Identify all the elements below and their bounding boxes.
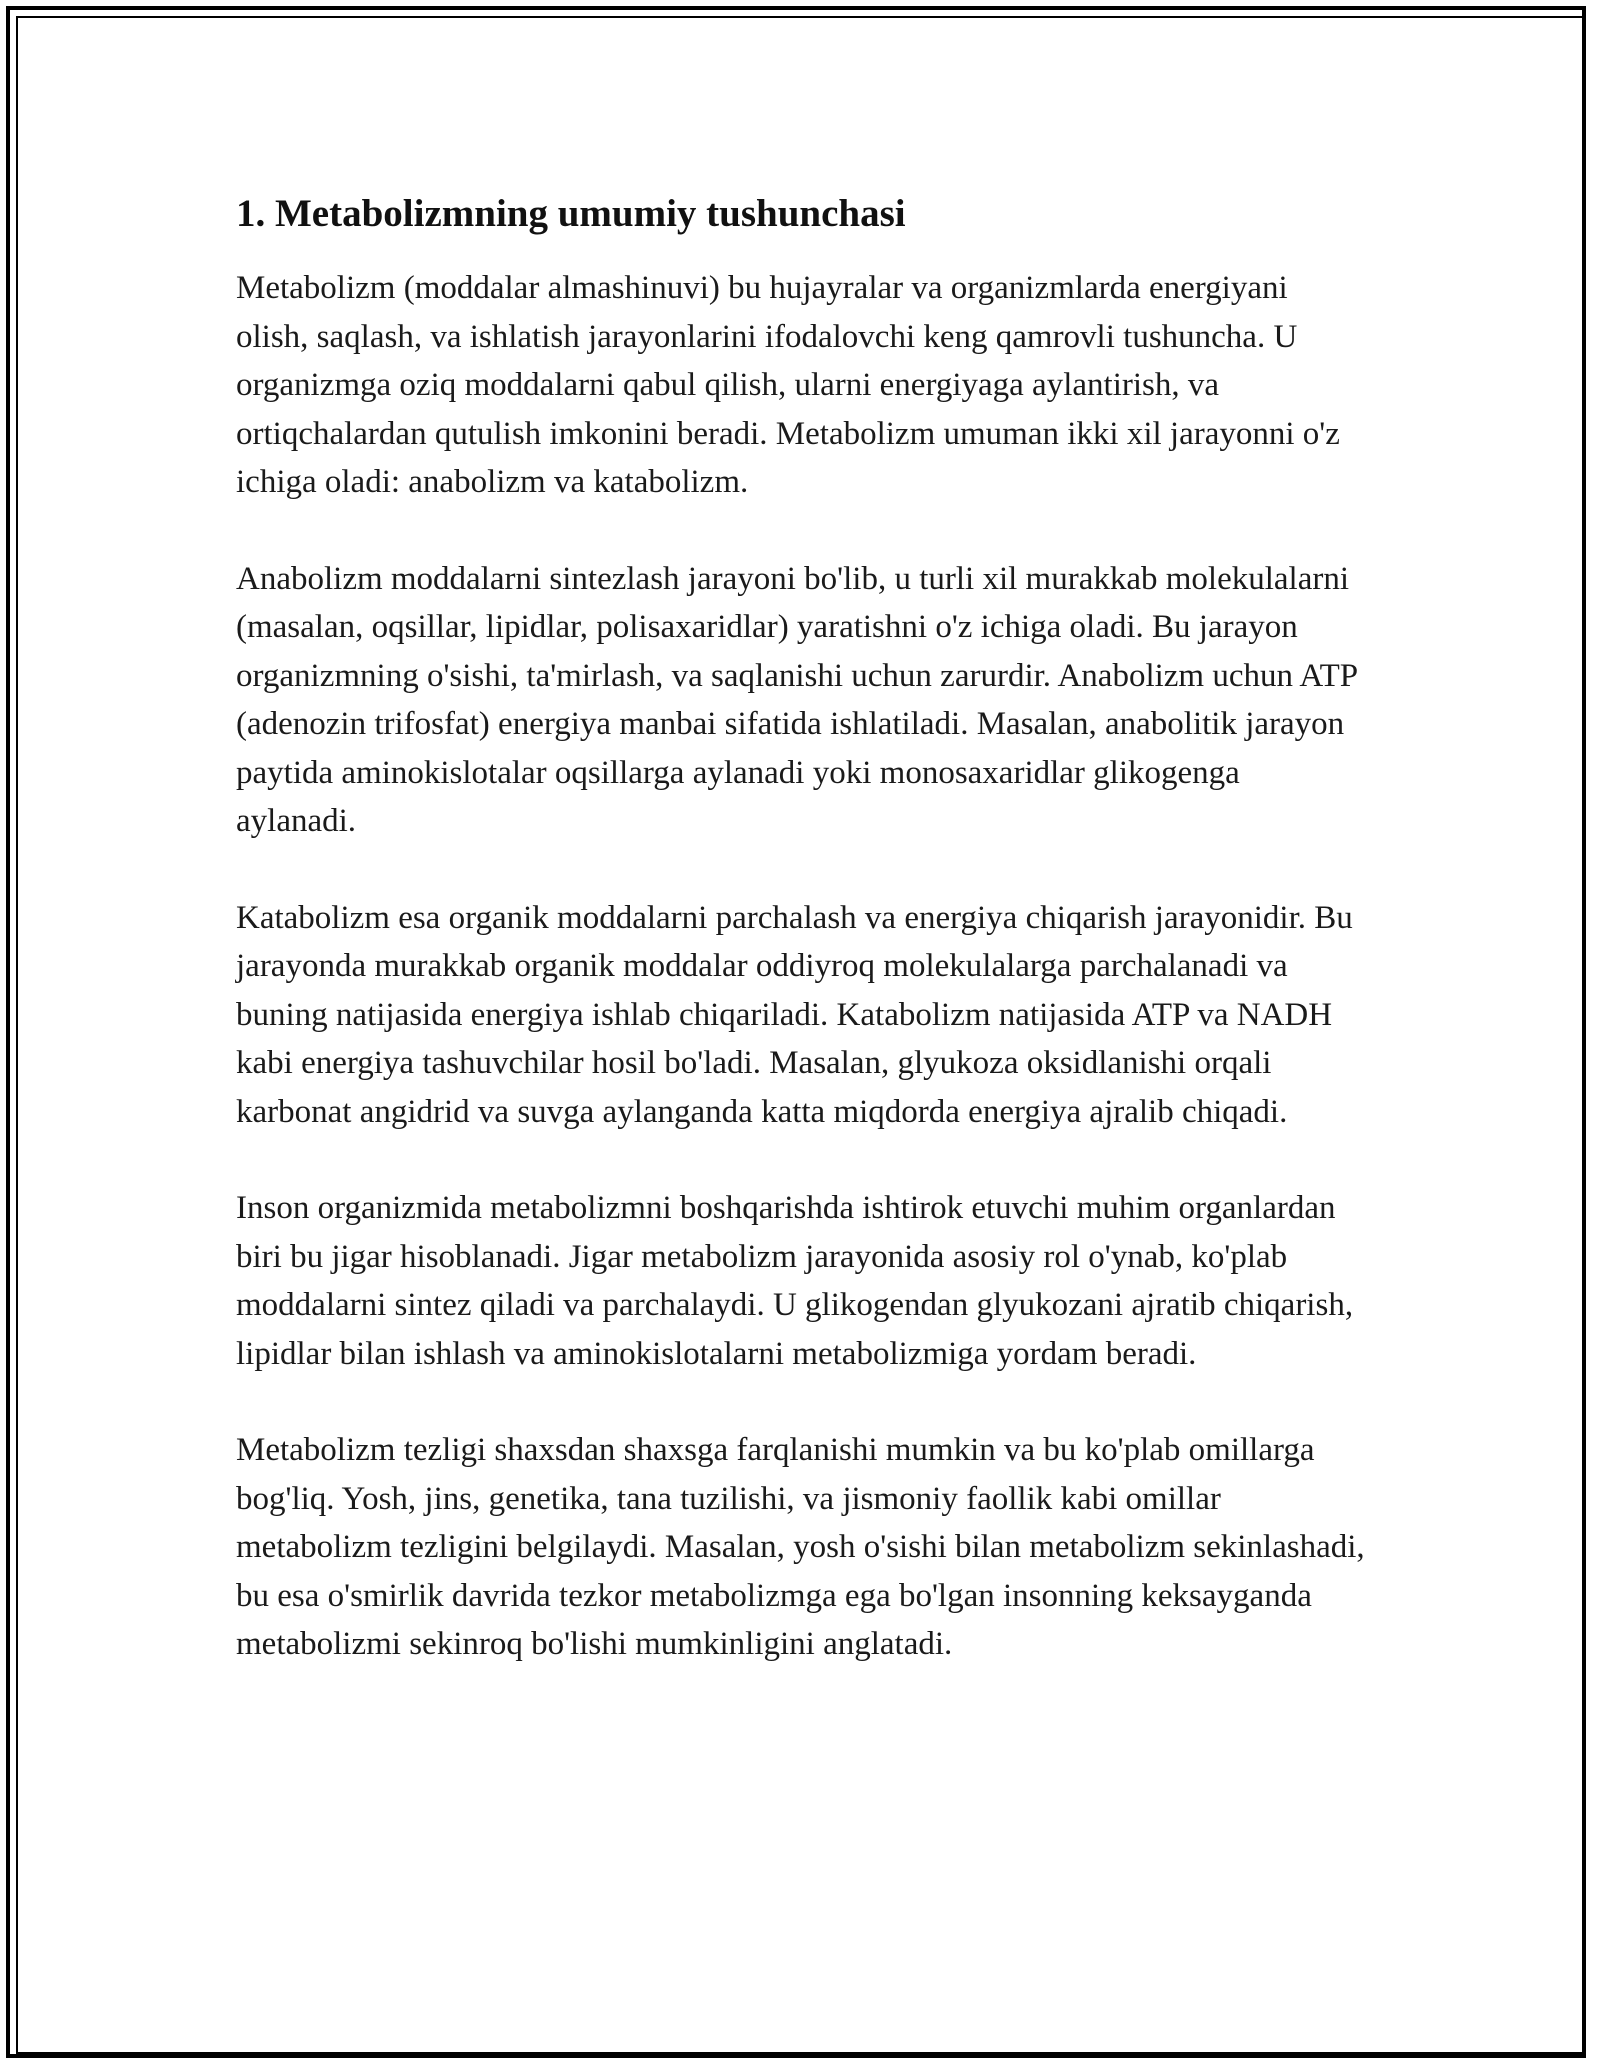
document-body: [236, 186, 1366, 1669]
paragraph-metabolism-definition: Metabolizm (moddalar almashinuvi) bu hujayralar va organizmlarda energiyani olish, saqlash, va ishlatish jarayonlarini ifodalovchi keng qamrovli tushuncha. U organizmga oziq moddalarni qabul qilish, ularni energiyaga aylantirish, va ortiqchalardan qutulish imkonini beradi. Metabolizm umuman ikki xil jarayonni o'z ichiga oladi: anabolizm va katabolizm.: [236, 270, 1340, 500]
paragraph-anabolism: Anabolizm moddalarni sintezlash jarayoni bo'lib, u turli xil murakkab molekulalarni (masalan, oqsillar, lipidlar, polisaxaridlar) yaratishni o'z ichiga oladi. Bu jarayon organizmning o'sishi, ta'mirlash, va saqlanishi uchun zarurdir. Anabolizm uchun ATP (adenozin trifosfat) energiya manbai sifatida ishlatiladi. Masalan, anabolitik jarayon paytida aminokislotalar oqsillarga aylanadi yoki monosaxaridlar glikogenga aylanadi.: [236, 560, 1357, 839]
section-title: 1. Metabolizmning umumiy tushunchasi: [236, 192, 906, 235]
paragraph-metabolic-rate: Metabolizm tezligi shaxsdan shaxsga farqlanishi mumkin va bu ko'plab omillarga bog'liq. Yosh, jins, genetika, tana tuzilishi, va jismoniy faollik kabi omillar metabolizm tezligini belgilaydi. Masalan, yosh o'sishi bilan metabolizm sekinlashadi, bu esa o'smirlik davrida tezkor metabolizmga ega bo'lgan insonning keksayganda metabolizmi sekinroq bo'lishi mumkinligini anglatadi.: [236, 1432, 1365, 1662]
paragraph-catabolism: Katabolizm esa organik moddalarni parchalash va energiya chiqarish jarayonidir. Bu jarayonda murakkab organik moddalar oddiyroq molekulalarga parchalanadi va buning natijasida energiya ishlab chiqariladi. Katabolizm natijasida ATP va NADH kabi energiya tashuvchilar hosil bo'ladi. Masalan, glyukoza oksidlanishi orqali karbonat angidrid va suvga aylanganda katta miqdorda energiya ajralib chiqadi.: [236, 899, 1353, 1130]
paragraph-liver-role: Inson organizmida metabolizmni boshqarishda ishtirok etuvchi muhim organlardan biri bu jigar hisoblanadi. Jigar metabolizm jarayonida asosiy rol o'ynab, ko'plab moddalarni sintez qiladi va parchalaydi. U glikogendan glyukozani ajratib chiqarish, lipidlar bilan ishlash va aminokislotalarni metabolizmiga yordam beradi.: [236, 1190, 1354, 1372]
